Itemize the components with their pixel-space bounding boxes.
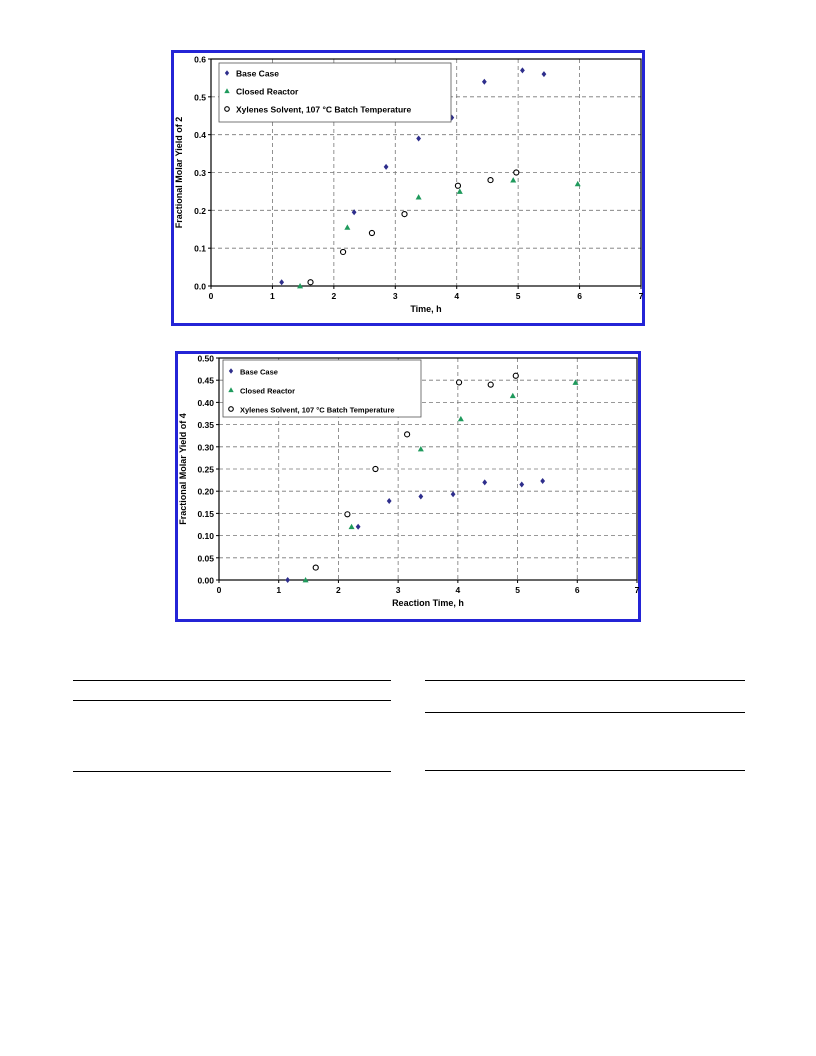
chart2-series-3-point — [488, 382, 493, 387]
chart2-x-tick-label: 2 — [336, 585, 341, 595]
chart1-series-3-point — [455, 183, 460, 188]
chart2-y-axis-title: Fractional Molar Yield of 4 — [178, 413, 188, 525]
chart1-y-tick-label: 0.6 — [194, 54, 206, 65]
chart2-y-tick-label: 0.15 — [197, 508, 214, 519]
chart2-legend-label-3: Xylenes Solvent, 107 °C Batch Temperature — [240, 405, 395, 415]
chart1-series-3-point — [514, 170, 519, 175]
chart2-y-tick-label: 0.30 — [197, 442, 214, 453]
chart2-y-tick-label: 0.45 — [197, 375, 214, 386]
chart2-y-tick-label: 0.00 — [197, 575, 214, 586]
chart2-series-3-point — [313, 565, 318, 570]
chart2-x-axis-title: Reaction Time, h — [392, 598, 464, 608]
chart2-y-tick-label: 0.05 — [197, 553, 214, 564]
chart1-series-3-point — [369, 230, 374, 235]
chart2-x-tick-label: 3 — [395, 585, 401, 595]
chart2-y-tick-label: 0.10 — [197, 531, 214, 542]
chart1-y-tick-label: 0.3 — [194, 168, 206, 178]
table-rule-right-bottom — [425, 770, 745, 771]
chart1-y-tick-label: 0.2 — [194, 205, 206, 216]
chart2-x-tick-label: 1 — [276, 585, 282, 595]
chart2-y-tick-label: 0.35 — [197, 420, 214, 431]
chart2-legend-marker-3 — [229, 407, 234, 412]
table-rule-left-middle — [73, 700, 391, 701]
chart1-x-tick-label: 2 — [331, 291, 337, 301]
table-rule-right-top — [425, 680, 745, 681]
chart1-legend-label-2: Closed Reactor — [236, 86, 299, 97]
chart1-x-tick-label: 7 — [638, 291, 644, 301]
chart2-series-3-point — [457, 380, 462, 385]
chart1-legend-marker-3 — [225, 107, 230, 112]
chart2-series-3-point — [513, 373, 518, 378]
chart1-y-tick-label: 0.1 — [194, 243, 206, 254]
chart1-x-tick-label: 5 — [515, 291, 521, 301]
chart1-x-tick-label: 4 — [454, 291, 460, 301]
chart1-y-tick-label: 0.4 — [194, 130, 206, 141]
chart1-y-tick-label: 0.0 — [194, 281, 206, 292]
table-rule-left-top — [73, 680, 391, 681]
chart2-legend-label-2: Closed Reactor — [240, 386, 296, 396]
chart2-x-tick-label: 6 — [574, 585, 580, 595]
chart1-x-tick-label: 0 — [208, 291, 214, 301]
chart2-y-tick-label: 0.50 — [197, 353, 214, 364]
chart-yield-of-4 — [175, 351, 641, 622]
chart-yield-of-4-svg — [178, 354, 638, 619]
chart1-y-axis-title: Fractional Molar Yield of 2 — [174, 116, 184, 229]
table-rule-right-middle — [425, 712, 745, 713]
chart1-legend-label-1: Base Case — [236, 68, 280, 79]
chart1-series-3-point — [402, 212, 407, 217]
chart1-x-tick-label: 1 — [270, 291, 275, 301]
chart2-series-3-point — [345, 512, 350, 517]
chart1-x-tick-label: 3 — [392, 291, 398, 301]
chart1-series-3-point — [488, 178, 493, 183]
chart2-y-tick-label: 0.20 — [197, 486, 214, 497]
chart2-y-tick-label: 0.25 — [197, 464, 214, 475]
chart2-series-3-point — [373, 466, 378, 471]
chart2-x-tick-label: 4 — [455, 585, 461, 595]
chart2-y-tick-label: 0.40 — [197, 397, 214, 408]
chart2-x-tick-label: 7 — [634, 585, 640, 595]
chart1-series-3-point — [308, 280, 313, 285]
chart2-x-tick-label: 0 — [216, 585, 222, 595]
chart2-series-3-point — [405, 432, 410, 437]
chart1-x-tick-label: 6 — [577, 291, 582, 301]
chart2-x-tick-label: 5 — [515, 585, 520, 595]
table-rule-left-bottom — [73, 771, 391, 772]
chart1-series-3-point — [341, 249, 346, 254]
chart-yield-of-2-svg — [174, 53, 642, 323]
chart1-y-tick-label: 0.5 — [194, 92, 206, 103]
chart-yield-of-2 — [171, 50, 645, 326]
chart2-legend-label-1: Base Case — [240, 367, 278, 377]
chart1-legend-label-3: Xylenes Solvent, 107 °C Batch Temperature — [236, 104, 412, 115]
chart1-x-axis-title: Time, h — [410, 304, 442, 314]
